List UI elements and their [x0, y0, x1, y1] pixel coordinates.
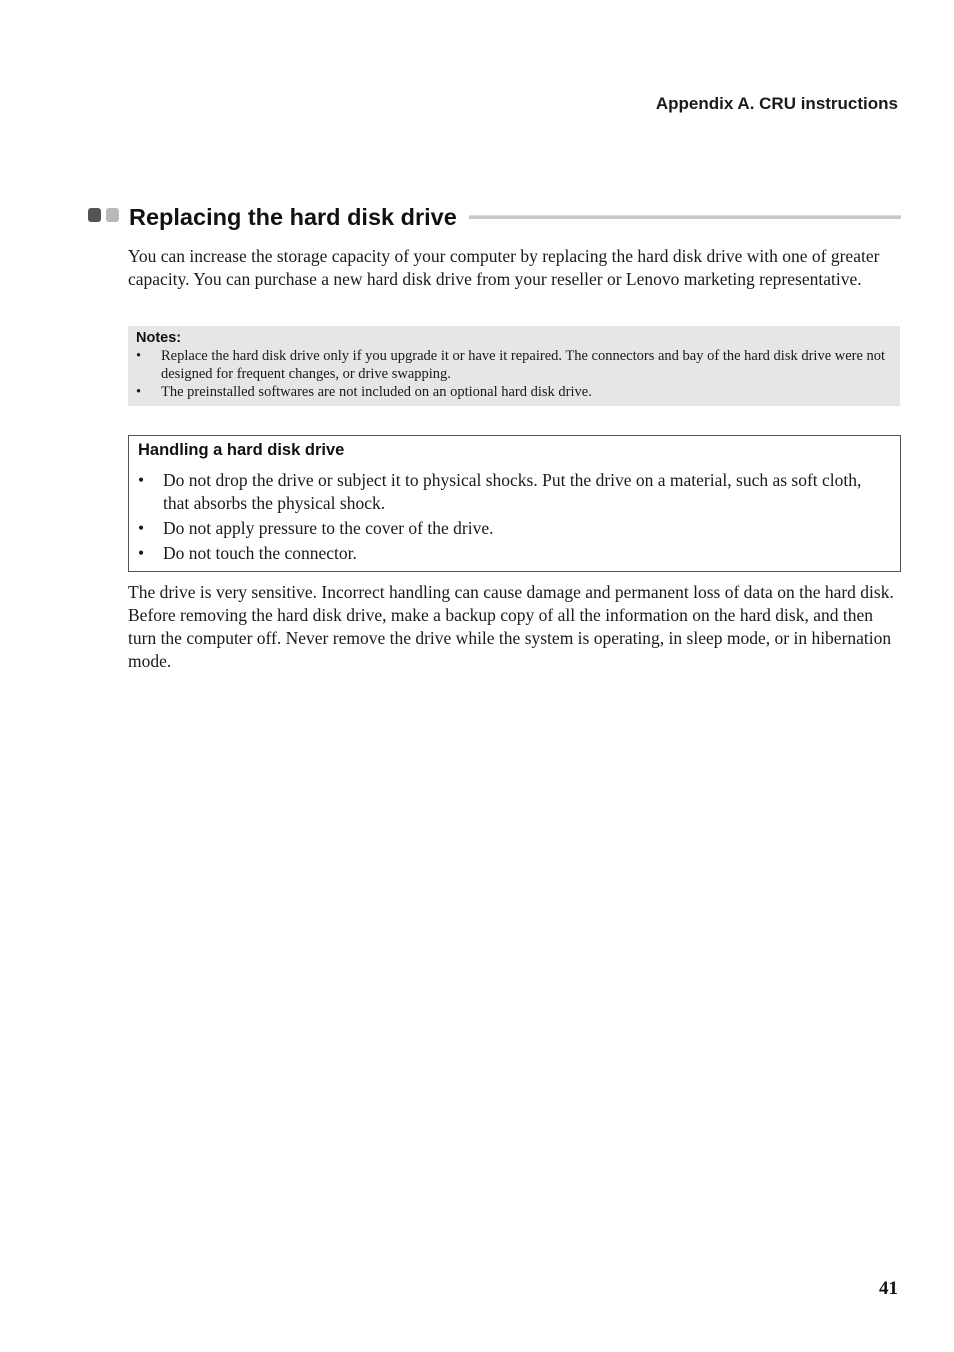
notes-box [128, 326, 900, 406]
notes-list [136, 347, 890, 401]
bullet-icon: • [138, 543, 145, 563]
square-dark-icon [88, 208, 101, 222]
intro-paragraph: You can increase the storage capacity of your computer by replacing the hard disk drive with one of greater capacity. You can purchase a new hard disk drive from your reseller or Lenovo marketing representative. [128, 246, 880, 289]
heading-rule [469, 215, 901, 219]
section-heading [87, 201, 901, 233]
notes-item [136, 347, 890, 383]
notes-item-text: The preinstalled softwares are not included on an optional hard disk drive. [161, 384, 592, 400]
handling-item [138, 542, 890, 565]
running-header: Appendix A. CRU instructions [655, 94, 898, 113]
bullet-icon: • [136, 384, 142, 400]
closing-paragraph: The drive is very sensitive. Incorrect handling can cause damage and permanent loss of data on the hard disk. Before removing the hard disk drive, make a backup copy of all the information on the hard disk, and then turn the computer off. Never remove the drive while the system is operating, in sleep mode, or in hibernation mode. [128, 582, 894, 671]
handling-item-text: Do not touch the connector. [163, 543, 357, 563]
handling-item [138, 517, 890, 540]
handling-list [138, 469, 890, 565]
notes-item [136, 383, 890, 401]
notes-item-text: Replace the hard disk drive only if you upgrade it or have it repaired. The connectors and bay of the hard disk drive were not designed for frequent changes, or drive swapping. [161, 348, 886, 382]
handling-box [128, 435, 901, 572]
bullet-icon: • [138, 518, 145, 538]
handling-item-text: Do not drop the drive or subject it to physical shocks. Put the drive on a material, such as soft cloth, that absorbs the physical shock. [163, 470, 862, 513]
handling-title: Handling a hard disk drive [138, 441, 345, 459]
square-light-icon [106, 208, 119, 222]
section-title: Replacing the hard disk drive [129, 201, 463, 233]
bullet-icon: • [138, 470, 145, 490]
handling-item-text: Do not apply pressure to the cover of the drive. [163, 518, 494, 538]
bullet-icon: • [136, 348, 142, 364]
page-number: 41 [879, 1278, 898, 1299]
handling-item [138, 469, 890, 515]
notes-title: Notes: [136, 330, 182, 346]
